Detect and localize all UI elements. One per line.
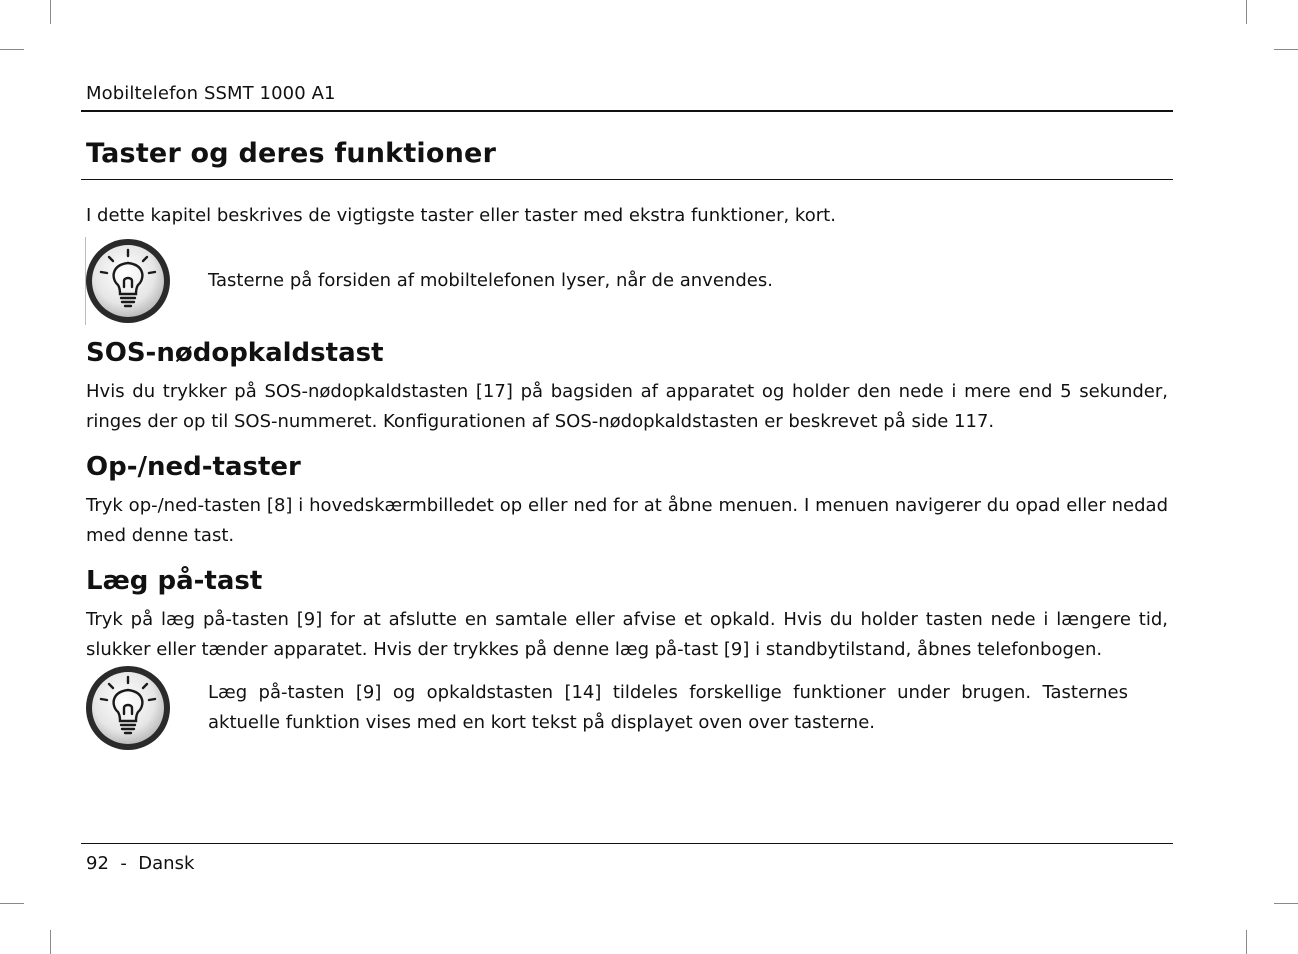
header-rule bbox=[81, 110, 1173, 112]
title-rule bbox=[81, 179, 1173, 180]
note-text: Læg på-tasten [9] og opkaldstasten [14] tildeles forskellige funktioner under brugen. Tasternes aktuelle funktion vises med en kort tekst på displayet oven over tasterne. bbox=[208, 682, 1128, 733]
crop-mark bbox=[50, 930, 51, 954]
section-heading-sos: SOS-nødopkaldstast bbox=[86, 338, 384, 368]
section-paragraph-up-down: Tryk op-/ned-tasten [8] i hovedskærmbilledet op eller ned for at åbne menuen. I menuen navigerer du opad eller nedad med denne tast. bbox=[86, 495, 1168, 546]
crop-mark bbox=[1274, 49, 1298, 50]
page-footer: 92 - Dansk bbox=[86, 853, 195, 874]
lightbulb-icon bbox=[84, 237, 172, 325]
crop-mark bbox=[1246, 930, 1247, 954]
crop-mark bbox=[1246, 0, 1247, 24]
running-header: Mobiltelefon SSMT 1000 A1 bbox=[86, 83, 336, 104]
lightbulb-icon bbox=[84, 664, 172, 752]
crop-mark bbox=[1274, 903, 1298, 904]
note-text: Tasterne på forsiden af mobiltelefonen lyser, når de anvendes. bbox=[208, 270, 773, 291]
crop-mark bbox=[0, 903, 24, 904]
intro-paragraph: I dette kapitel beskrives de vigtigste taster eller taster med ekstra funktioner, kort. bbox=[86, 205, 836, 226]
section-paragraph-sos: Hvis du trykker på SOS-nødopkaldstasten [17] på bagsiden af apparatet og holder den nede i mere end 5 sekunder, ringes der op til SOS-nummeret. Konfigurationen af SOS-nødopkaldstasten er beskrevet på side 117. bbox=[86, 381, 1168, 432]
page-title: Taster og deres funktioner bbox=[86, 138, 497, 169]
crop-mark bbox=[0, 49, 24, 50]
section-heading-hang-up: Læg på-tast bbox=[86, 566, 263, 596]
section-paragraph-hang-up: Tryk på læg på-tasten [9] for at afslutte en samtale eller afvise et opkald. Hvis du holder tasten nede i længere tid, slukker eller tænder apparatet. Hvis der trykkes på denne læg på-tast [9] i standbytilstand, åbnes telefonbogen. bbox=[86, 609, 1168, 660]
section-heading-up-down: Op-/ned-taster bbox=[86, 452, 301, 482]
footer-rule bbox=[81, 843, 1173, 844]
crop-mark bbox=[50, 0, 51, 24]
